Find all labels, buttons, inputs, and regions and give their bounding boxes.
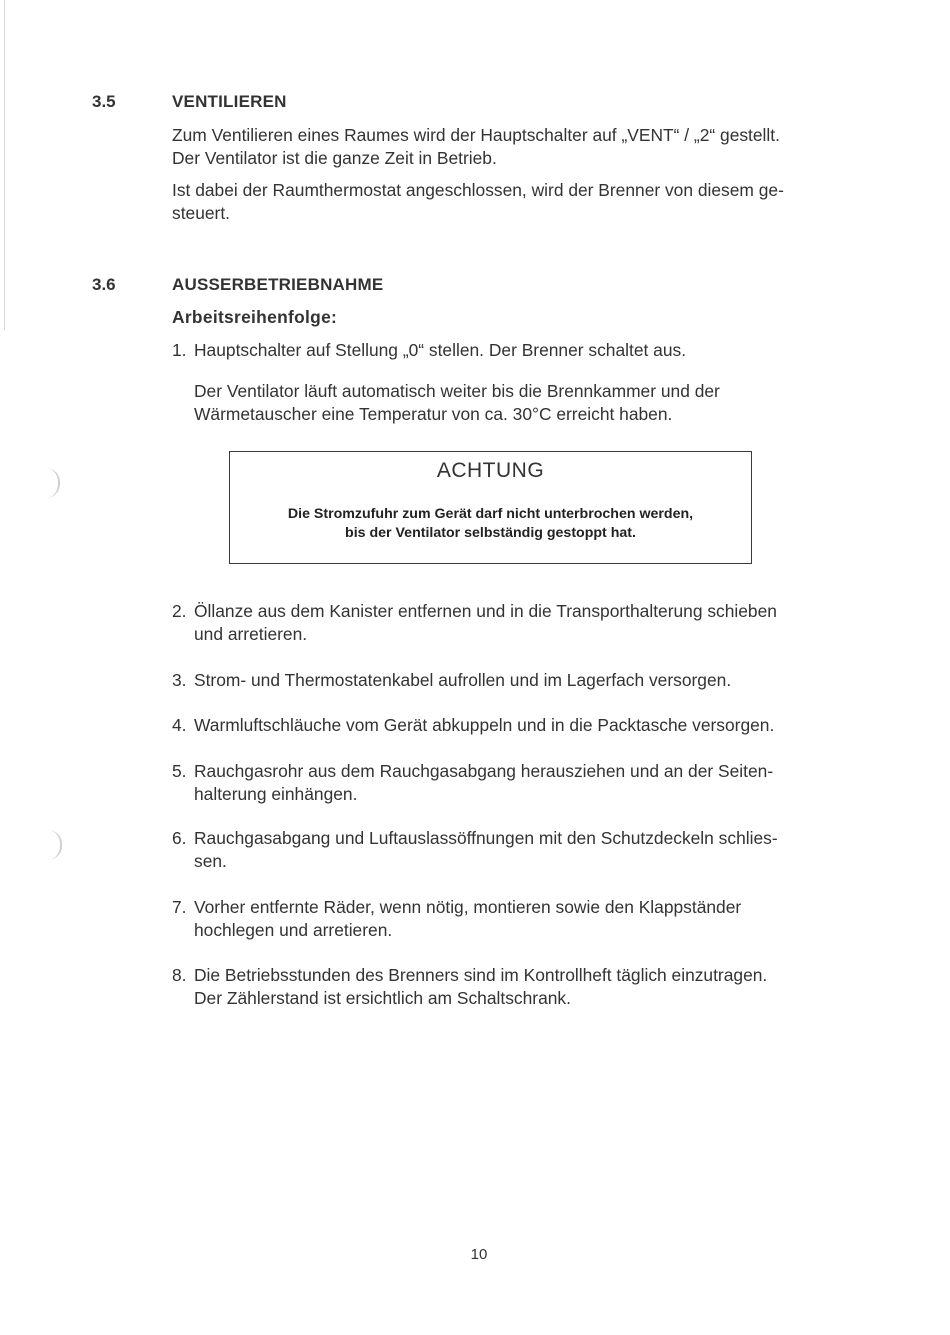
warning-box [229,451,752,564]
warning-line: Die Stromzufuhr zum Gerät darf nicht unterbrochen werden, [287,506,694,522]
list-item-line: Warmluftschläuche vom Gerät abkuppeln und in die Packtasche versorgen. [194,715,775,735]
list-item-line: Der Ventilator läuft automatisch weiter bis die Brennkammer und der [194,381,720,401]
list-item-line: sen. [194,851,227,871]
list-item-line: Strom- und Thermostatenkabel aufrollen und im Lagerfach versorgen. [194,670,732,690]
list-item-line: Die Betriebsstunden des Brenners sind im Kontrollheft täglich einzutragen. [194,965,768,985]
punch-hole-mark [46,830,62,860]
list-item-text [194,964,767,1010]
list-item-text [194,339,686,362]
list-item-line: Vorher entfernte Räder, wenn nötig, montieren sowie den Klappständer [194,897,742,917]
paragraph-line: Ist dabei der Raumthermostat angeschlossen, wird der Brenner von diesem ge- [172,180,784,200]
list-item-text [194,600,777,646]
sub-heading: Arbeitsreihenfolge: [172,307,338,327]
list-item-text [194,896,741,942]
list-item-text [194,380,720,426]
warning-line: bis der Ventilator selbständig gestoppt hat. [345,525,636,541]
warning-text [230,505,751,543]
list-item-number: 2. [172,601,187,621]
list-item-line: Der Zählerstand ist ersichtlich am Schaltschrank. [194,988,571,1008]
list-item-line: und arretieren. [194,624,308,644]
section-number: 3.6 [92,275,116,294]
punch-hole-mark [44,468,60,498]
paragraph-line: Zum Ventilieren eines Raumes wird der Hauptschalter auf „VENT“ / „2“ gestellt. [172,125,780,145]
list-item-line: halterung einhängen. [194,784,358,804]
list-item-number: 4. [172,715,187,735]
list-item-line: Öllanze aus dem Kanister entfernen und in die Transporthalterung schieben [194,601,777,621]
list-item-line: Wärmetauscher eine Temperatur von ca. 30°C erreicht haben. [194,404,673,424]
list-item-number: 6. [172,828,187,848]
warning-title: ACHTUNG [436,459,545,482]
section-title: AUSSERBETRIEBNAHME [172,275,384,294]
paragraph-line: steuert. [172,203,230,223]
list-item-number: 3. [172,670,187,690]
list-item-text [194,714,774,737]
page-edge-line [4,0,5,330]
list-item-line: Hauptschalter auf Stellung „0“ stellen. Der Brenner schaltet aus. [194,340,687,360]
list-item-number: 1. [172,340,187,360]
list-item-number: 5. [172,761,187,781]
paragraph [172,124,780,170]
section-title: VENTILIEREN [172,92,287,111]
list-item-number: 7. [172,897,187,917]
page-number: 10 [470,1246,488,1263]
section-number: 3.5 [92,92,116,111]
list-item-text [194,827,778,873]
list-item-line: Rauchgasrohr aus dem Rauchgasabgang herausziehen und an der Seiten- [194,761,774,781]
list-item-text [194,669,731,692]
paragraph [172,179,784,225]
list-item-line: Rauchgasabgang und Luftauslassöffnungen mit den Schutzdeckeln schlies- [194,828,778,848]
list-item-text [194,760,773,806]
list-item-number: 8. [172,965,187,985]
paragraph-line: Der Ventilator ist die ganze Zeit in Betrieb. [172,148,497,168]
list-item-line: hochlegen und arretieren. [194,920,393,940]
